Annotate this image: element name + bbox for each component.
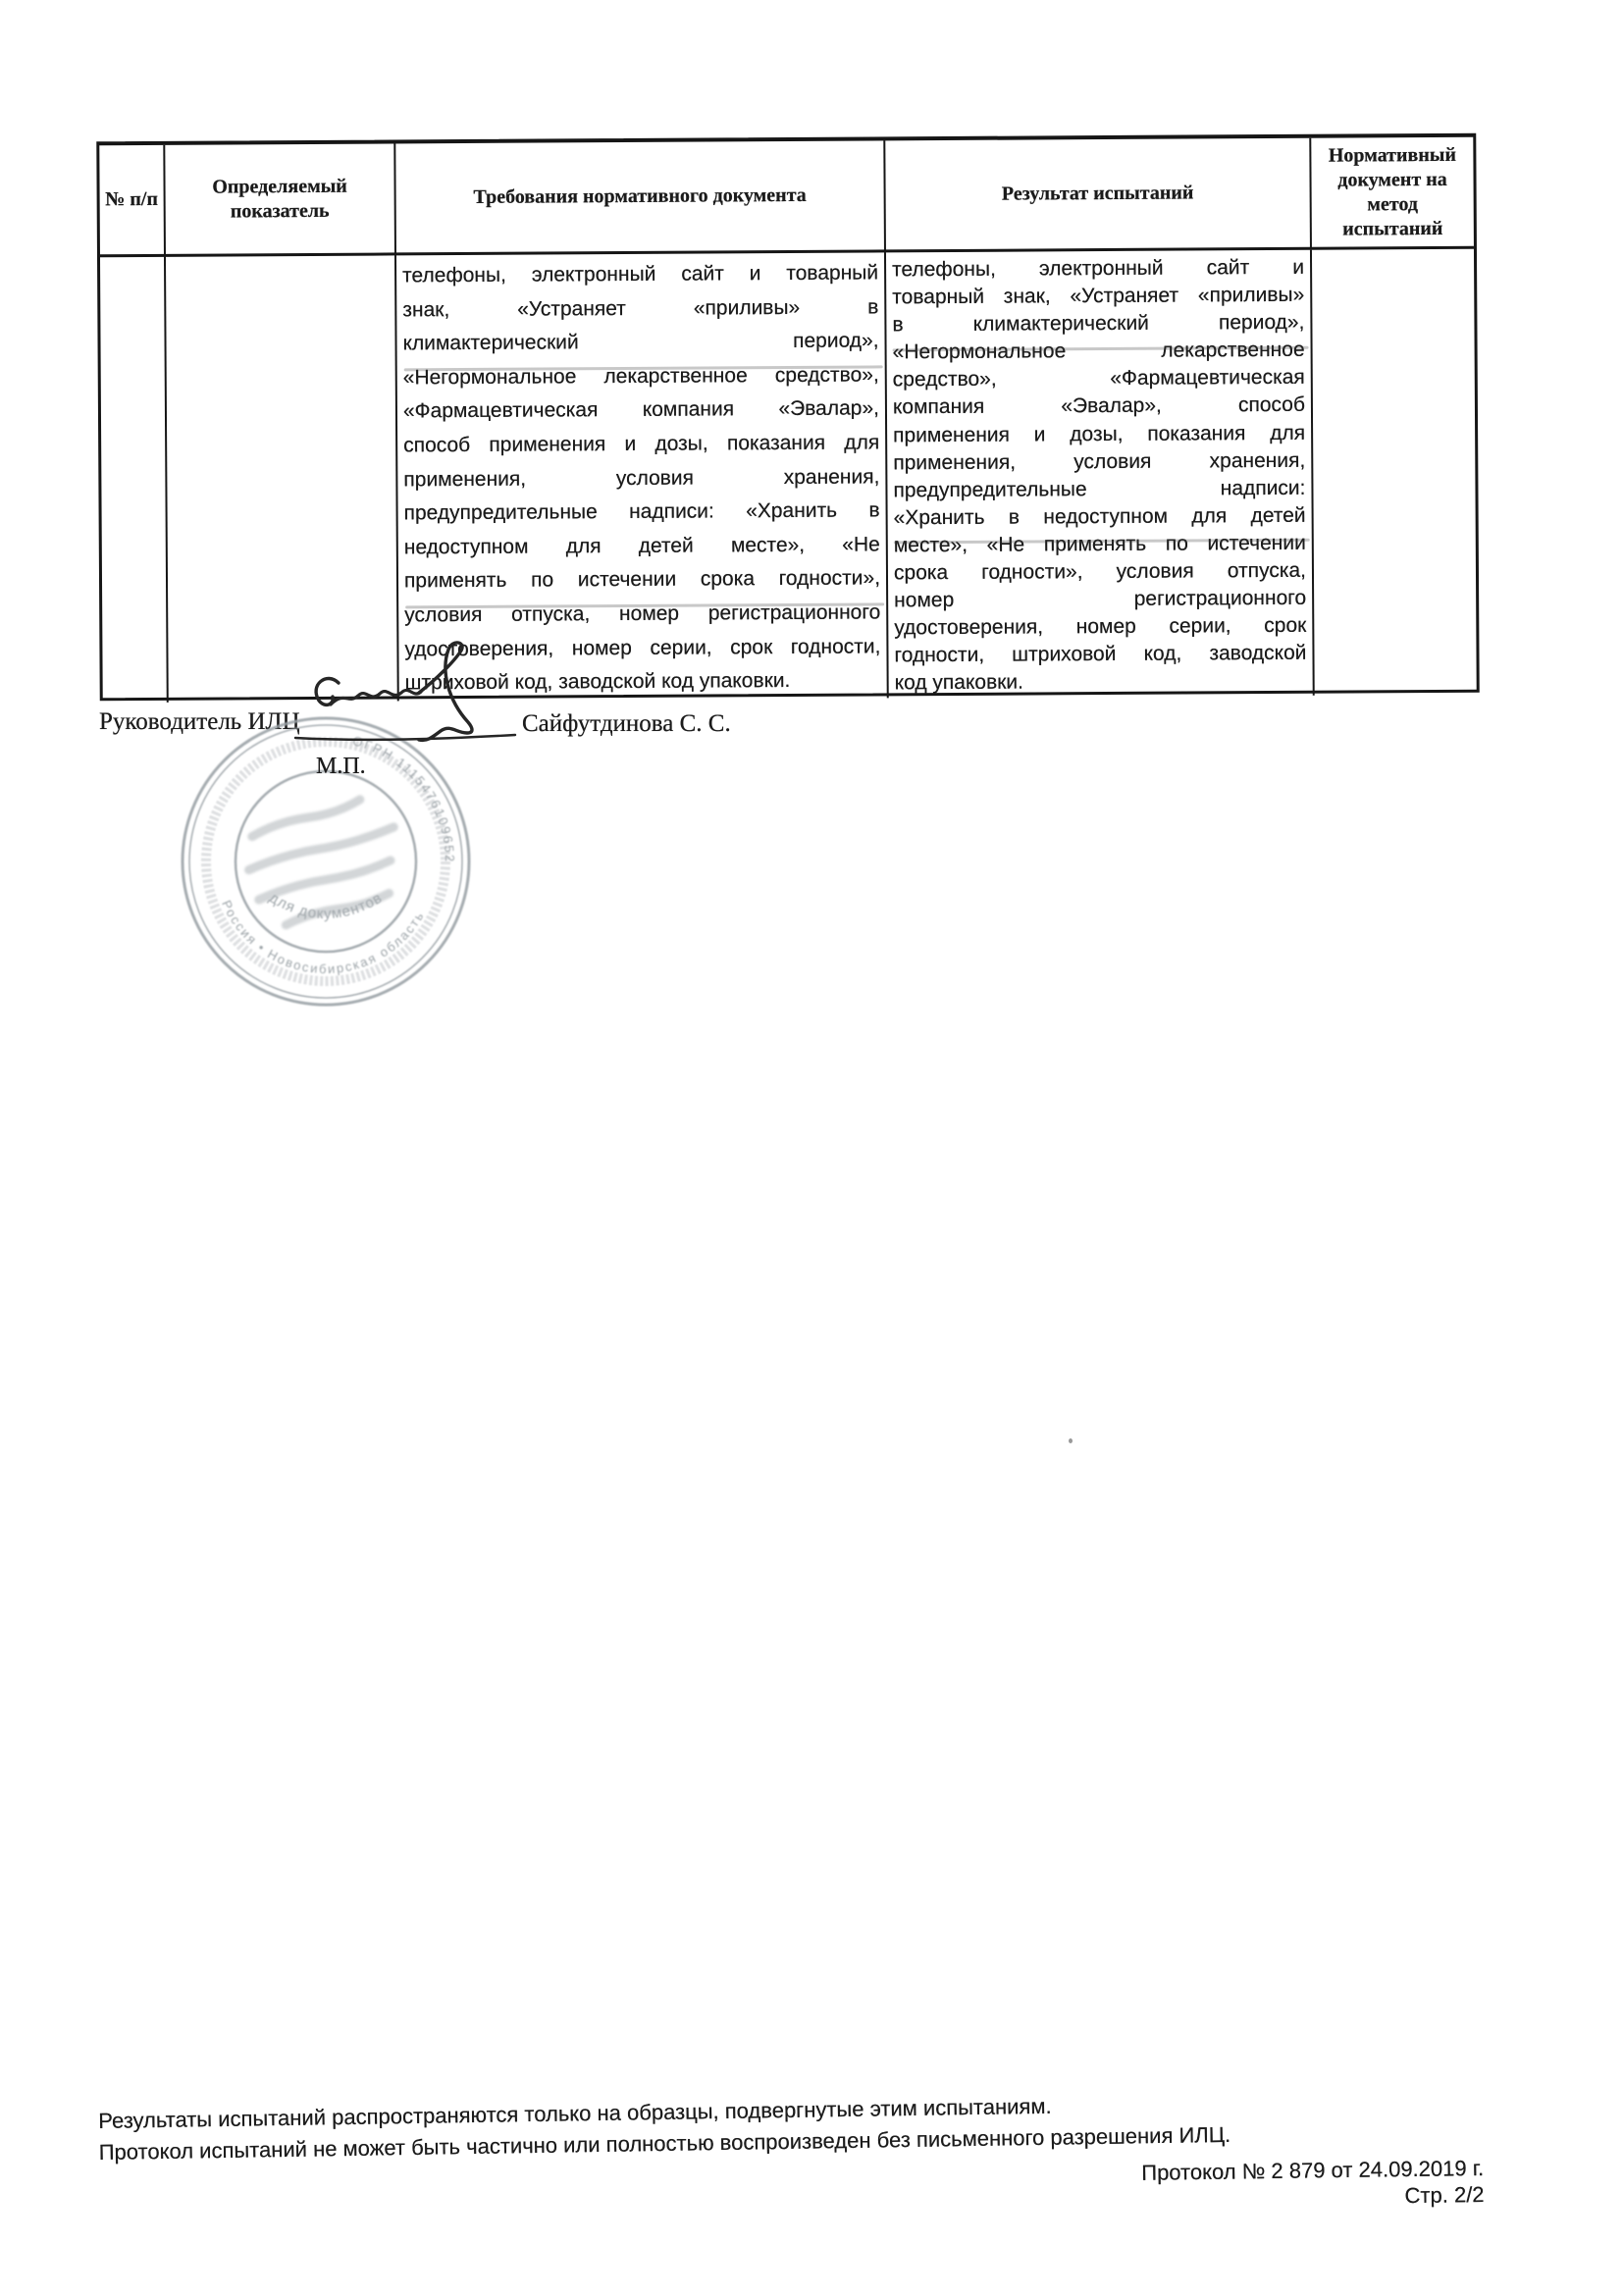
stamp-illegible-center-lines: [238, 793, 411, 930]
result-line: «Негормональное лекарственное: [892, 339, 1305, 364]
result-line: предупредительные надписи:: [893, 476, 1306, 502]
requirement-line: недоступном для детей месте», «Не: [403, 533, 880, 559]
requirement-line: штриховой код, заводской код упаковки.: [404, 669, 791, 695]
footer-protocol-block: [895, 2155, 1485, 2216]
result-line: в климактерический период»,: [892, 310, 1305, 337]
handwritten-signature: [288, 636, 533, 758]
page-number: Стр. 2/2: [1404, 2181, 1485, 2209]
stamp-region-arc-text: Россия • Новосибирская область: [219, 898, 428, 977]
footer-note-2: Протокол испытаний не может быть частично или полностью воспроизведен без письменного разрешения ИЛЦ.: [98, 2121, 1231, 2165]
col-requirements-header: Требования нормативного документа: [395, 140, 886, 255]
result-line: средство», «Фармацевтическая: [892, 366, 1305, 391]
signature-underline: [295, 735, 515, 740]
col-num-header: № п/п: [99, 145, 166, 257]
result-line: срока годности», условия отпуска,: [893, 558, 1307, 585]
protocol-number: Протокол № 2 879 от 24.09.2019 г.: [1141, 2156, 1485, 2185]
col-result-header: Результат испытаний: [885, 138, 1312, 253]
result-line: применения, условия хранения,: [893, 448, 1306, 475]
requirement-line: климактерический период»,: [402, 329, 879, 355]
requirement-line: предупредительные надписи: «Хранить в: [403, 498, 880, 525]
requirement-line: «Фармацевтическая компания «Эвалар»,: [402, 396, 880, 423]
result-line: телефоны, электронный сайт и: [892, 255, 1305, 282]
result-line: «Хранить в недоступном для детей: [893, 503, 1306, 530]
result-line: удостоверения, номер серии, срок: [894, 613, 1307, 640]
result-cell: [886, 250, 1315, 698]
requirement-line: применения, условия хранения,: [403, 464, 880, 491]
method-cell-empty: [1312, 249, 1477, 696]
footer-notes: [98, 2086, 1326, 2168]
result-line: годности, штриховой код, заводской: [894, 642, 1307, 667]
result-line: применения и дозы, показания для: [893, 421, 1306, 446]
requirement-line: телефоны, электронный сайт и товарный: [402, 261, 879, 287]
requirements-cell: [396, 252, 889, 701]
requirement-line: применять по истечении срока годности»,: [403, 566, 881, 593]
seal-abbreviation: М.П.: [316, 754, 366, 779]
col-indicator-header: Определяемый показатель: [165, 143, 396, 256]
col-method-header: Нормативный документ на метод испытаний: [1311, 137, 1474, 250]
result-line: месте», «Не применять по истечении: [893, 531, 1306, 557]
num-cell-empty: [100, 257, 169, 703]
result-line: компания «Эвалар», способ: [892, 393, 1306, 419]
result-line: номер регистрационного: [894, 586, 1307, 612]
result-line: товарный знак, «Устраняет «приливы»: [892, 283, 1305, 309]
signatory-name: Сайфутдинова С. С.: [522, 710, 731, 737]
requirement-line: условия отпуска, номер регистрационного: [404, 600, 881, 627]
stamp-docs-arc-text: для документов: [266, 889, 386, 923]
test-results-table: [96, 133, 1479, 702]
requirement-line: знак, «Устраняет «приливы» в: [402, 295, 879, 321]
scan-speckle: [1069, 1438, 1073, 1443]
requirement-line: удостоверения, номер серии, срок годности,: [404, 634, 881, 660]
stamp-ogrn-arc-text: ОГРН 1115476109652: [350, 733, 458, 864]
signature-label: Руководитель ИЛЦ: [99, 708, 300, 735]
footer-note-1: Результаты испытаний распространяются только на образцы, подвергнутые этим испытаниям.: [98, 2093, 1052, 2133]
result-line: код упаковки.: [894, 670, 1024, 695]
requirement-line: способ применения и дозы, показания для: [403, 431, 880, 457]
requirement-line: «Негормональное лекарственное средство»,: [402, 363, 879, 390]
